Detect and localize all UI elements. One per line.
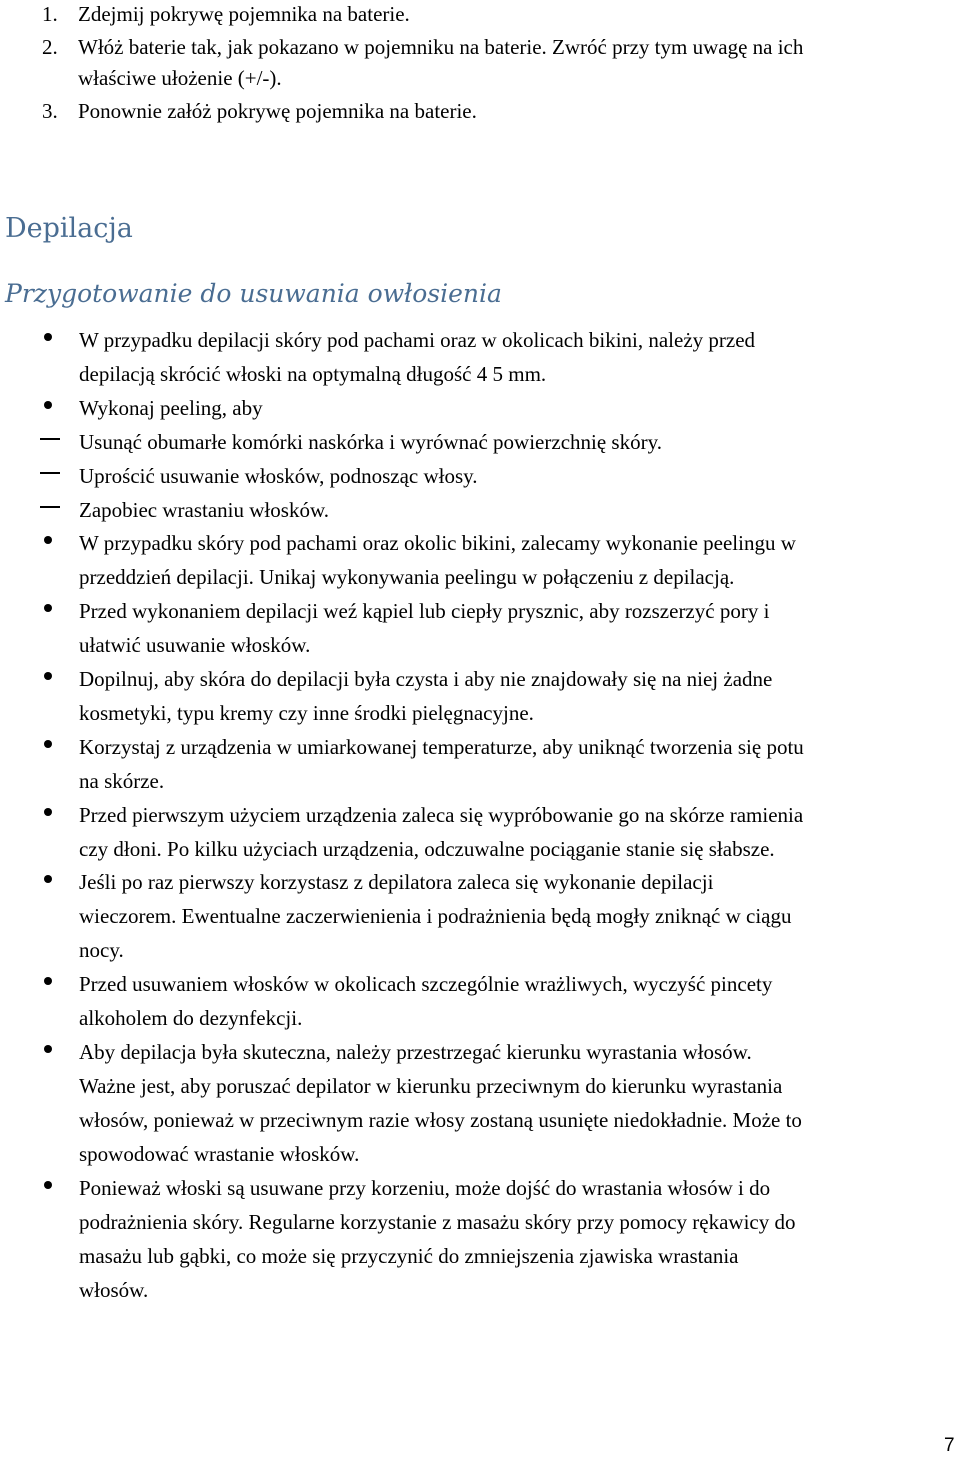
step-number: 3. [42,99,58,123]
bullet-icon [44,672,52,680]
step-number: 1. [42,2,58,26]
list-item-text: włosów, ponieważ w przeciwnym razie włosy zostaną usunięte niedokładnie. Może to [79,1108,802,1132]
numbered-step [0,97,960,125]
list-item-text: wieczorem. Ewentualne zaczerwienienia i podrażnienia będą mogły zniknąć w ciągu [79,904,792,928]
list-item-text: Przed usuwaniem włosków w okolicach szczególnie wrażliwych, wyczyść pincety [79,972,773,996]
dash-icon [40,506,60,508]
list-item-text: Zapobiec wrastaniu włosków. [79,498,329,522]
bullet-list-item [0,594,960,662]
list-item-text: masażu lub gąbki, co może się przyczynić do zmniejszenia zjawiska wrastania [79,1244,739,1268]
list-item-text: Usunąć obumarłe komórki naskórka i wyrównać powierzchnię skóry. [79,430,662,454]
list-item-text: Jeśli po raz pierwszy korzystasz z depilatora zaleca się wykonanie depilacji [79,870,714,894]
list-item-text: przeddzień depilacji. Unikaj wykonywania peelingu w połączeniu z depilacją. [79,565,735,589]
dash-list-item [0,493,960,527]
list-item-text: na skórze. [79,769,165,793]
list-item-text: podrażnienia skóry. Regularne korzystanie z masażu skóry przy pomocy rękawicy do [79,1210,796,1234]
step-text: Zdejmij pokrywę pojemnika na baterie. [78,2,410,26]
bullet-icon [44,808,52,816]
dash-icon [40,438,60,440]
bullet-list-item [0,865,960,967]
list-item-text: ułatwić usuwanie włosków. [79,633,311,657]
bullet-icon [44,740,52,748]
list-item-text: Aby depilacja była skuteczna, należy przestrzegać kierunku wyrastania włosów. [79,1040,752,1064]
step-number: 2. [42,35,58,59]
list-item-text: alkoholem do dezynfekcji. [79,1006,303,1030]
list-item-text: depilacją skrócić włoski na optymalną długość 4 5 mm. [79,362,547,386]
bullet-icon [44,604,52,612]
dash-list-item [0,425,960,459]
step-text: Ponownie załóż pokrywę pojemnika na baterie. [78,99,477,123]
list-item-text: kosmetyki, typu kremy czy inne środki pielęgnacyjne. [79,701,534,725]
list-item-text: W przypadku skóry pod pachami oraz okolic bikini, zalecamy wykonanie peelingu w [79,531,796,555]
bullet-list-item [0,662,960,730]
section-heading: Depilacja [5,213,133,244]
bullet-icon [44,401,52,409]
bullet-list-item [0,391,960,425]
bullet-list-item [0,730,960,798]
list-item-text: spowodować wrastanie włosków. [79,1142,360,1166]
page-number: 7 [944,1435,955,1456]
numbered-step [0,33,960,61]
list-item-text: włosów. [79,1278,149,1302]
bullet-list-item [0,1171,960,1307]
bullet-list-item [0,967,960,1035]
bullet-icon [44,875,52,883]
list-item-text: W przypadku depilacji skóry pod pachami oraz w okolicach bikini, należy przed [79,328,756,352]
subsection-heading: Przygotowanie do usuwania owłosienia [5,279,502,308]
bullet-list-item [0,323,960,391]
bullet-icon [44,977,52,985]
list-item-text: Uprościć usuwanie włosków, podnosząc włosy. [79,464,478,488]
bullet-list-item [0,1035,960,1171]
list-item-text: Przed wykonaniem depilacji weź kąpiel lub ciepły prysznic, aby rozszerzyć pory i [79,599,770,623]
list-item-text: Ponieważ włoski są usuwane przy korzeniu, może dojść do wrastania włosów i do [79,1176,771,1200]
bullet-icon [44,536,52,544]
bullet-list-item [0,526,960,594]
list-item-text: Dopilnuj, aby skóra do depilacji była czysta i aby nie znajdowały się na niej żadne [79,667,773,691]
numbered-step [0,0,960,28]
bullet-icon [44,1045,52,1053]
bullet-icon [44,333,52,341]
list-item-text: Korzystaj z urządzenia w umiarkowanej temperaturze, aby uniknąć tworzenia się potu [79,735,804,759]
dash-icon [40,472,60,474]
bullet-icon [44,1181,52,1189]
list-item-text: Ważne jest, aby poruszać depilator w kierunku przeciwnym do kierunku wyrastania [79,1074,783,1098]
list-item-text: czy dłoni. Po kilku użyciach urządzenia, odczuwalne pociąganie stanie się słabsze. [79,837,775,861]
list-item-text: Przed pierwszym użyciem urządzenia zaleca się wypróbowanie go na skórze ramienia [79,803,804,827]
list-item-text: Wykonaj peeling, aby [79,396,263,420]
dash-list-item [0,459,960,493]
list-item-text: nocy. [79,938,124,962]
step-text: Włóż baterie tak, jak pokazano w pojemniku na baterie. Zwróć przy tym uwagę na ich [78,35,804,59]
step-text-continuation: właściwe ułożenie (+/-). [78,66,282,90]
bullet-list-item [0,798,960,866]
